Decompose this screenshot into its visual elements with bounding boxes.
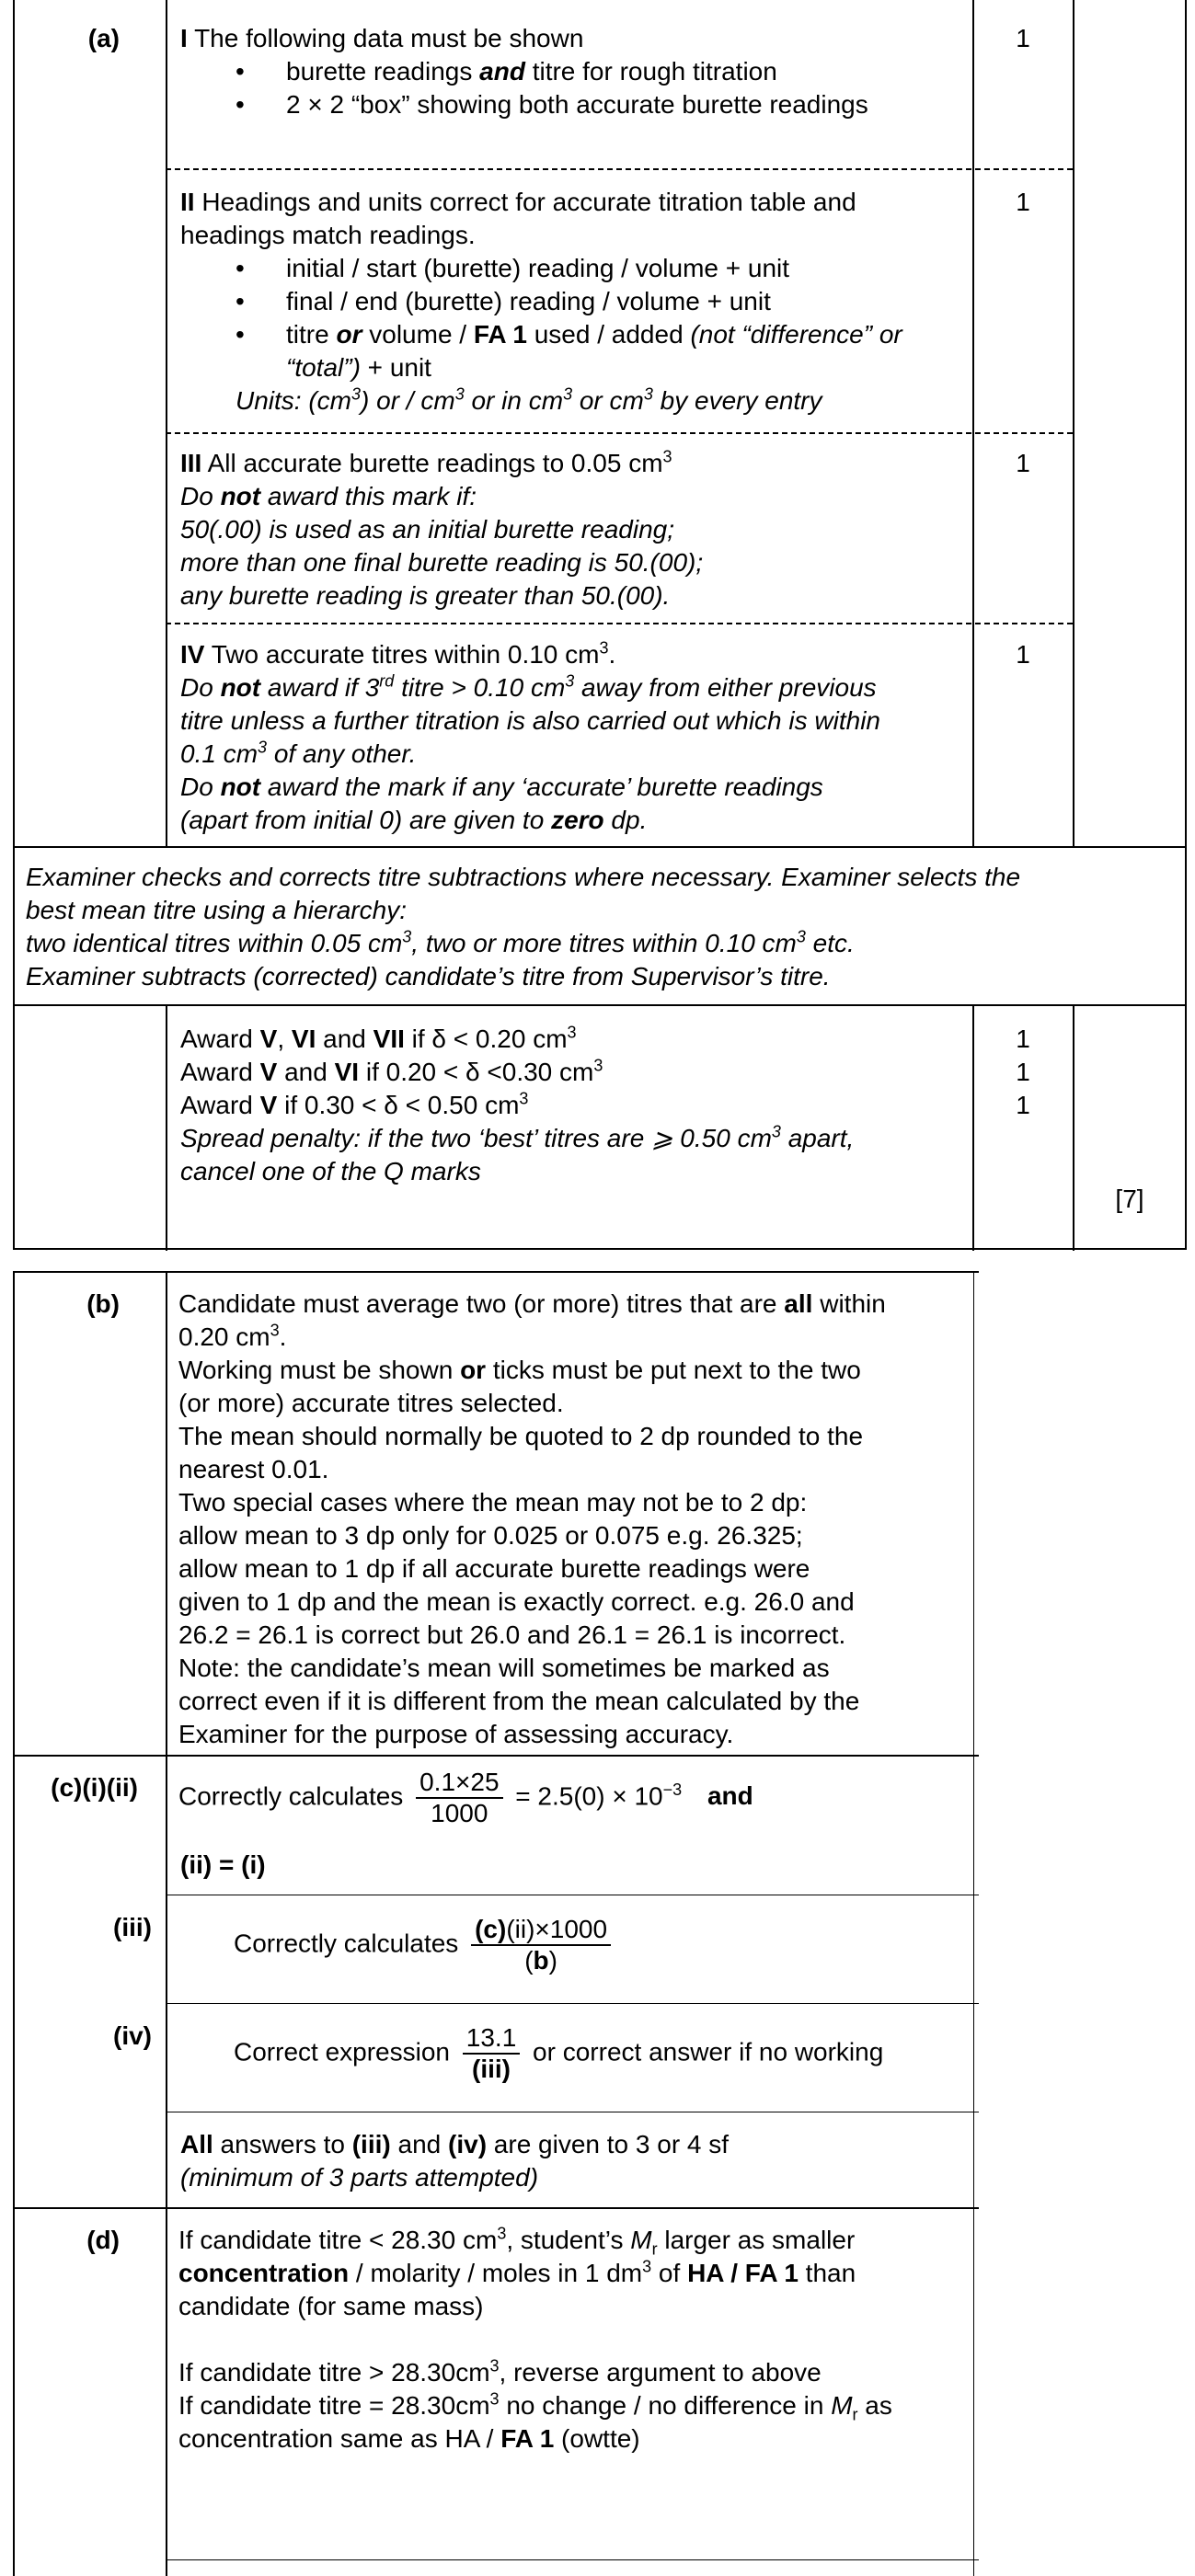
part-c-iii-text: Correctly calculates $\frac{(c)(ii)\times 1000}{(b)}$ (234, 1915, 970, 1975)
mark-VI: 1 (1016, 1058, 1030, 1086)
examiner-note: Examiner checks and corrects titre subtractions where necessary. Examiner selects the best mean titre using a hierarchy: two identical titres within 0.05 $cm^3$, two or more titres within 0.10 $cm^3$ etc. Examiner subtracts (corrected) candidate’s titre from Supervisor’s titre. (26, 863, 1021, 990)
part-a-label: (a) (87, 24, 120, 52)
fraction-c-iii: $\frac{(c)(ii)\times 1000}{(b)}$ (471, 1915, 611, 1975)
numeral-III: III (180, 449, 202, 477)
mark-II: 1 (1016, 188, 1030, 216)
mark-III: 1 (1016, 449, 1030, 477)
criterion-II-bullet-1: • initial / start (burette) reading / volume + unit (286, 252, 962, 285)
numeral-II: II (180, 188, 195, 216)
part-c-ii-equals-i: (ii) = (i) (180, 1850, 266, 1879)
part-d-label: (d) (86, 2226, 120, 2254)
part-c-i-text: Correctly calculates $\frac{0.1\times 25}{1000}$ = $2.5(0) \times 10^{-3}$ and (178, 1768, 753, 1827)
criterion-II-lead: Headings and units correct for accurate titration table and headings match readings. (180, 188, 856, 249)
fraction-c-iv: $\frac{13.1}{\text{(iii)}}$ (463, 2023, 521, 2084)
part-c-sf-note: All answers to (iii) and (iv) are given to 3 or 4 sf (minimum of 3 parts attempted) (180, 2130, 730, 2192)
mark-IV: 1 (1016, 640, 1030, 669)
part-d-text: If candidate titre < 28.30 $cm^3$, student’s $M_r$ larger as smaller concentration / molarity / moles in 1 $dm^3$ of HA / FA 1 than candidate (for same mass) If candidate titre > $28.30cm^3$, reverse argument to above If candidate titre = $28.30cm^3$ no change / no difference in $M_r$ as concentration same as HA / FA 1 (owtte) (178, 2224, 892, 2453)
criterion-IV: IV Two accurate titres within 0.10 $cm^3$. Do not award if 3rd titre > 0.10 $cm^3$ away from either previous titre unless a further titration is also carried out which is within 0.1 $cm^3$ of any other. Do not award the mark if any ‘accurate’ burette readings (apart from initial 0) are given to zero dp. (180, 638, 880, 834)
criterion-III: III All accurate burette readings to 0.05 $cm^3$ Do not award this mark if: 50(.00) is used as an initial burette reading; more than one final burette reading is 50.(00); any burette reading is greater than 50.(00). (180, 447, 704, 610)
numeral-I: I (180, 24, 188, 52)
criterion-II-units: Units: $(cm^3)$ or / $cm^3$ or in $cm^3$ or $cm^3$ by every entry (236, 384, 822, 415)
part-b-label: (b) (86, 1289, 120, 1318)
mark-V: 1 (1016, 1025, 1030, 1053)
fraction-c-i: $\frac{0.1\times 25}{1000}$ (416, 1768, 502, 1828)
mark-I: 1 (1016, 24, 1030, 52)
part-c-iv-text: Correct expression $\frac{13.1}{\text{(iii)}}$ or correct answer if no working (234, 2023, 884, 2083)
part-c-iv-label: (iv) (113, 2021, 152, 2050)
criterion-I-lead: The following data must be shown (194, 24, 584, 52)
total-marks-a: [7] (1115, 1185, 1144, 1213)
criterion-II-bullet-2: • final / end (burette) reading / volume + unit (286, 285, 962, 318)
part-b-text: Candidate must average two (or more) titres that are all within 0.20 $cm^3$. Working must be shown or ticks must be put next to the two (or more) accurate titres selected. The mean should normally be quoted to 2 dp rounded to the nearest 0.01. Two special cases where the mean may not be to 2 dp: allow mean to 3 dp only for 0.025 or 0.075 e.g. 26.325; allow mean to 1 dp if all accurate burette readings were given to 1 dp and the mean is exactly correct. e.g. 26.0 and 26.2 = 26.1 is correct but 26.0 and 26.1 = 26.1 is incorrect. Note: the candidate’s mean will sometimes be marked as correct even if it is different from the mean calculated by the Examiner for the purpose of assessing accuracy. (178, 1289, 886, 1748)
part-c-iii-label: (iii) (113, 1913, 152, 1941)
accuracy-award: Award V, VI and VII if δ < 0.20 $cm^3$ Award V and VI if 0.20 < δ <0.30 $cm^3$ Award V if 0.30 < δ < 0.50 $cm^3$ Spread penalty: if the two ‘best’ titres are ⩾ 0.50 $cm^3$ apart, cancel one of the Q marks (180, 1023, 855, 1185)
criterion-I-bullet-2: • 2 × 2 “box” showing both accurate burette readings (286, 88, 962, 121)
criterion-II (180, 186, 962, 418)
numeral-IV: IV (180, 640, 205, 669)
criterion-I (180, 22, 962, 121)
criterion-I-bullet-1: • burette readings and titre for rough titration (286, 55, 962, 88)
criterion-II-bullet-3: • titre or volume / FA 1 used / added (not “difference” or “total”) + unit (286, 318, 962, 384)
mark-VII: 1 (1016, 1091, 1030, 1119)
part-c-i-ii-label: (c)(i)(ii) (51, 1773, 138, 1802)
